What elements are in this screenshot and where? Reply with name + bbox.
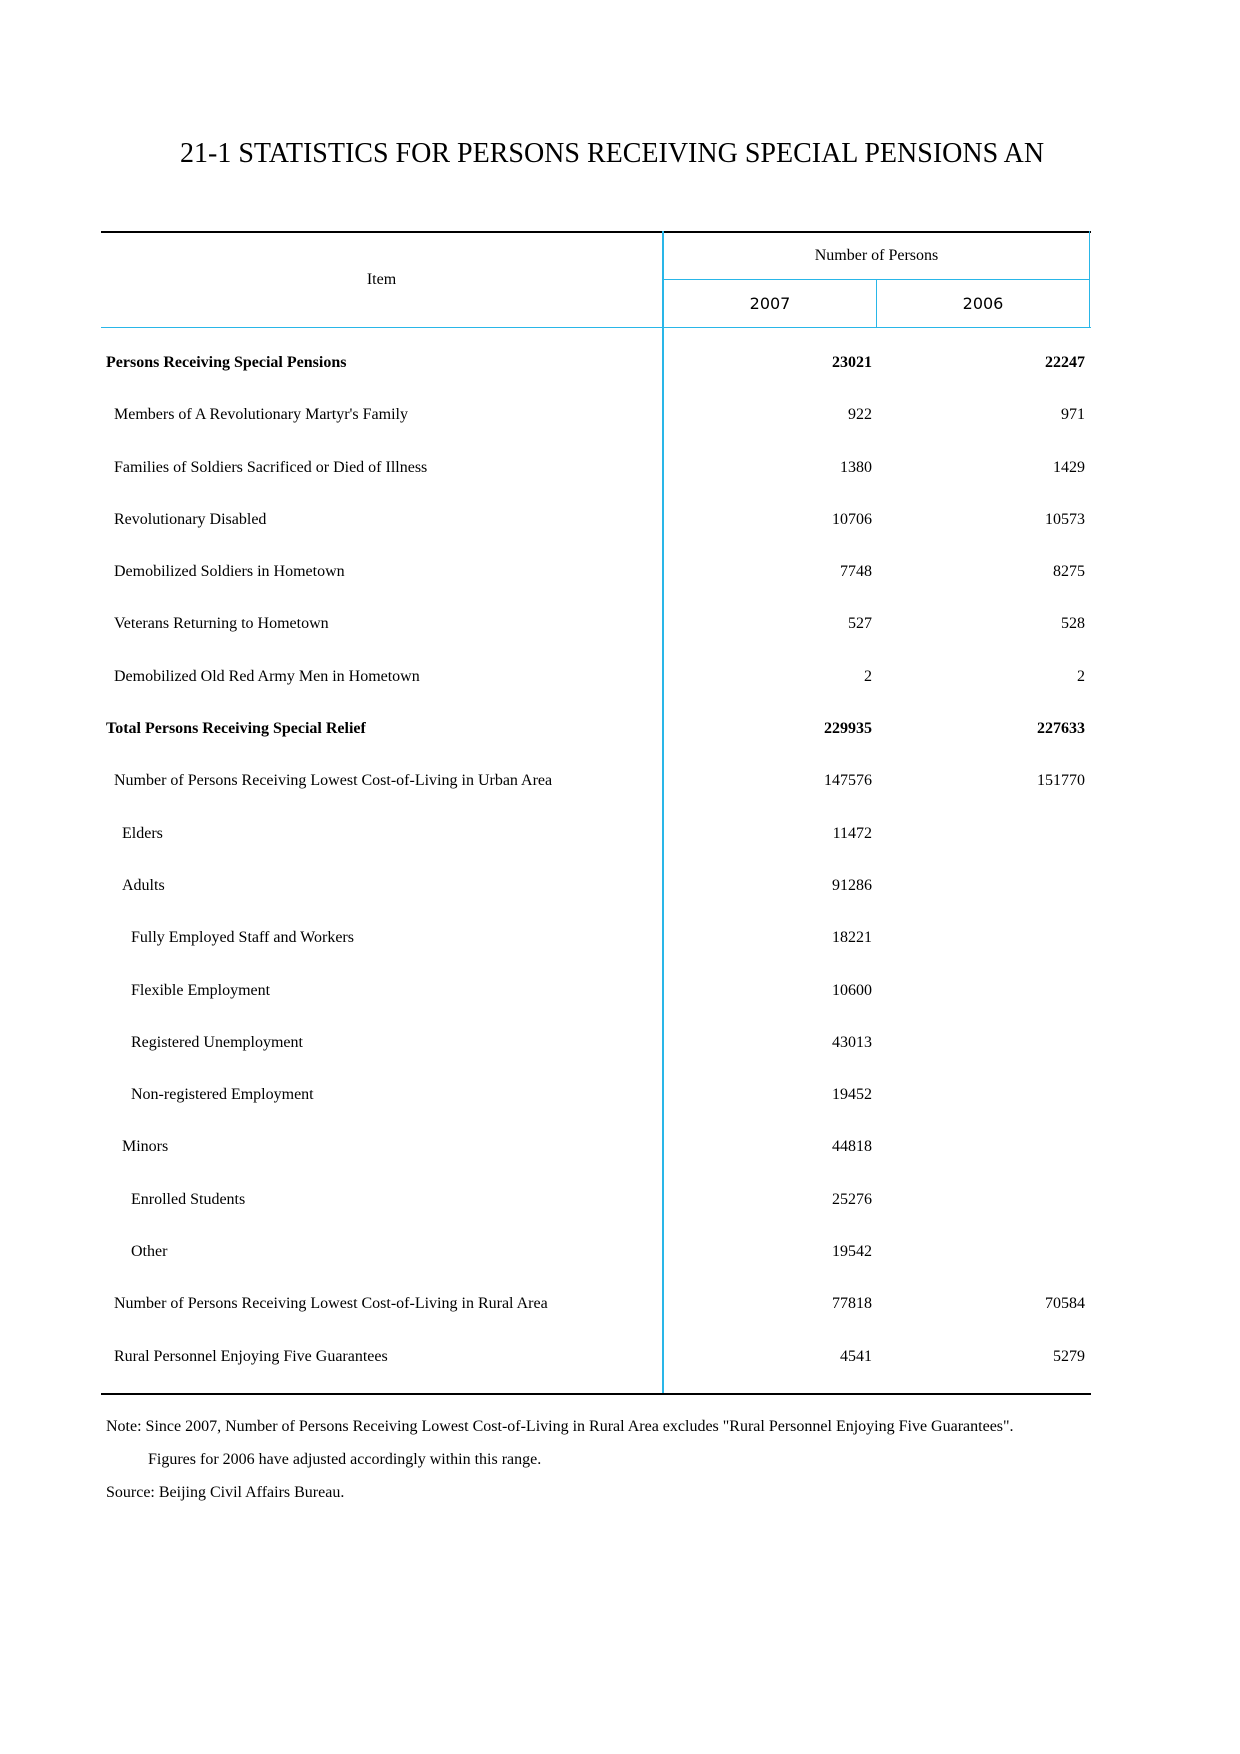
value-2006 [877, 1069, 1085, 1121]
table-row [0, 1017, 1240, 1069]
value-2007: 11472 [832, 824, 872, 842]
row-label: Persons Receiving Special Pensions [106, 354, 347, 371]
value-2007: 77818 [832, 1295, 872, 1313]
value-2006 [877, 1121, 1085, 1173]
value-2007: 4541 [840, 1347, 872, 1365]
table-row [0, 703, 1240, 755]
table-row [0, 546, 1240, 598]
column-header-item: Item [366, 271, 397, 288]
table-body [0, 337, 1240, 1383]
value-2006 [877, 912, 1085, 964]
value-2007: 10600 [832, 981, 872, 999]
row-label: Demobilized Soldiers in Hometown [114, 563, 345, 581]
row-label: Total Persons Receiving Special Relief [106, 720, 366, 738]
row-label: Number of Persons Receiving Lowest Cost-of-Living in Rural Area [114, 1295, 548, 1313]
value-2007: 527 [848, 615, 872, 633]
table-row [0, 965, 1240, 1017]
row-label: Demobilized Old Red Army Men in Hometown [114, 667, 420, 685]
value-2006 [877, 1226, 1085, 1278]
table-bottom-rule [101, 1393, 1091, 1395]
table-row [0, 808, 1240, 860]
value-2007: 91286 [832, 876, 872, 894]
column-header-2007: 2007 [749, 294, 791, 313]
table-row [0, 1174, 1240, 1226]
page-title: 21-1 STATISTICS FOR PERSONS RECEIVING SPECIAL PENSIONS AN [180, 138, 1045, 169]
value-2007: 147576 [824, 772, 872, 790]
table-row [0, 1121, 1240, 1173]
value-2007: 1380 [840, 458, 872, 476]
value-2007: 43013 [832, 1033, 872, 1051]
value-2006: 5279 [1053, 1347, 1085, 1365]
value-2007: 25276 [832, 1190, 872, 1208]
table-row [0, 1226, 1240, 1278]
row-label: Fully Employed Staff and Workers [131, 929, 354, 947]
table-row [0, 860, 1240, 912]
table-row [0, 1331, 1240, 1383]
table-row [0, 912, 1240, 964]
row-label: Members of A Revolutionary Martyr's Family [114, 406, 408, 424]
table-notes [106, 1410, 1106, 1509]
row-label: Registered Unemployment [131, 1033, 303, 1051]
table-row [0, 651, 1240, 703]
value-2007: 229935 [824, 720, 872, 738]
value-2006 [877, 860, 1085, 912]
value-2007: 44818 [832, 1138, 872, 1156]
value-2007: 23021 [832, 354, 872, 371]
value-2006: 22247 [1045, 354, 1085, 371]
value-2006: 70584 [1045, 1295, 1085, 1313]
row-label: Revolutionary Disabled [114, 510, 267, 528]
source-text: Source: Beijing Civil Affairs Bureau. [106, 1484, 345, 1501]
note-text: Note: Since 2007, Number of Persons Receiving Lowest Cost-of-Living in Rural Area excludes "Rural Personnel Enjoying Five Guarantees". [106, 1418, 1014, 1435]
row-label: Minors [122, 1138, 169, 1156]
value-2006: 2 [1077, 667, 1085, 685]
table-row [0, 442, 1240, 494]
row-label: Enrolled Students [131, 1190, 246, 1208]
value-2006 [877, 1174, 1085, 1226]
note-text-continued: Figures for 2006 have adjusted accordingly within this range. [148, 1451, 542, 1468]
value-2006: 151770 [1037, 772, 1085, 790]
table-row [0, 389, 1240, 441]
value-2006: 227633 [1037, 720, 1085, 738]
row-label: Elders [122, 824, 163, 842]
table-row [0, 1278, 1240, 1330]
row-label: Rural Personnel Enjoying Five Guarantees [114, 1347, 388, 1365]
row-label: Flexible Employment [131, 981, 271, 999]
row-label: Families of Soldiers Sacrificed or Died of Illness [114, 458, 428, 476]
table-row [0, 598, 1240, 650]
value-2007: 922 [848, 406, 872, 424]
table-header-rule [101, 327, 1091, 328]
value-2007: 18221 [832, 929, 872, 947]
row-label: Non-registered Employment [131, 1086, 314, 1104]
value-2007: 7748 [840, 563, 872, 581]
column-header-2006: 2006 [962, 294, 1004, 313]
value-2006: 528 [1061, 615, 1085, 633]
value-2006: 8275 [1053, 563, 1085, 581]
value-2007: 19542 [832, 1243, 872, 1261]
table-row [0, 494, 1240, 546]
value-2007: 2 [864, 667, 872, 685]
column-header-group: Number of Persons [814, 247, 939, 264]
value-2006: 971 [1061, 406, 1085, 424]
table-row [0, 1069, 1240, 1121]
row-label: Number of Persons Receiving Lowest Cost-of-Living in Urban Area [114, 772, 553, 790]
row-label: Adults [122, 876, 165, 894]
table-row [0, 337, 1240, 389]
row-label: Other [131, 1243, 168, 1261]
value-2006: 1429 [1053, 458, 1085, 476]
row-label: Veterans Returning to Hometown [114, 615, 329, 633]
value-2006 [877, 965, 1085, 1017]
value-2007: 19452 [832, 1086, 872, 1104]
value-2006 [877, 1017, 1085, 1069]
table-row [0, 755, 1240, 807]
value-2006 [877, 808, 1085, 860]
value-2006: 10573 [1045, 510, 1085, 528]
value-2007: 10706 [832, 510, 872, 528]
